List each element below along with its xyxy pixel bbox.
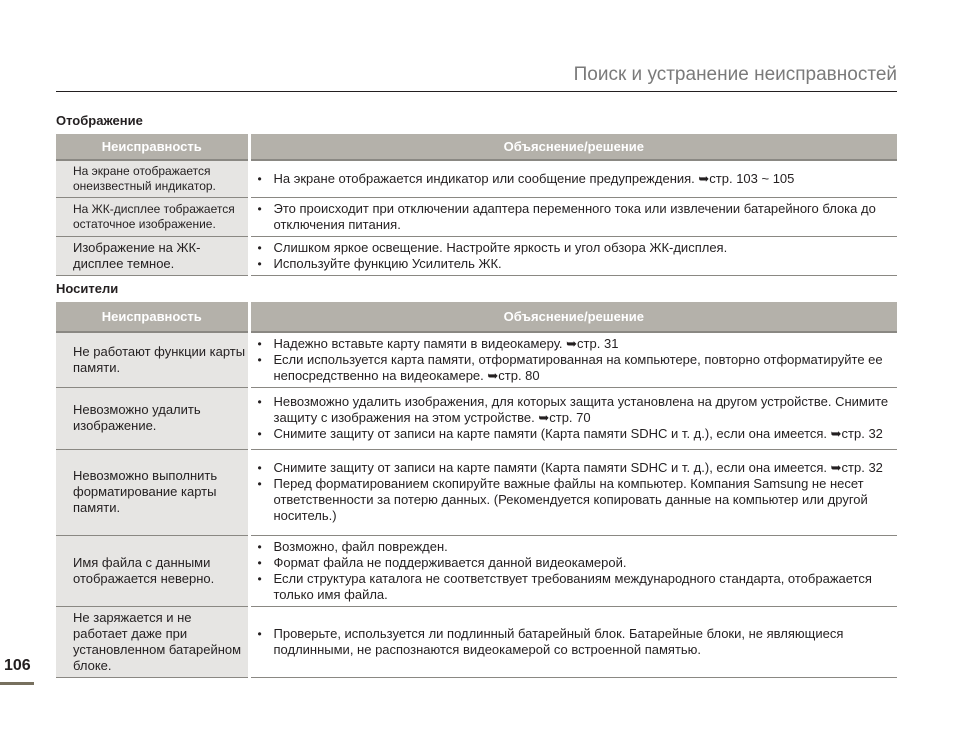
section-heading-display: Отображение — [56, 113, 143, 128]
solution-item: • Это происходит при отключении адаптера переменного тока или извлечении батарейного блока до отключения питания. — [258, 201, 894, 233]
table-row — [56, 606, 897, 677]
solution-item: • Перед форматированием скопируйте важные файлы на компьютер. Компания Samsung не несет ответственности за потерю данных. (Рекомендуется копировать данные на компьютер или другой носитель.) — [258, 476, 894, 524]
display-troubleshooting-table — [56, 134, 897, 276]
table-row — [56, 449, 897, 535]
solution-item: • Проверьте, используется ли подлинный батарейный блок. Батарейные блоки, не являющиеся подлинными, не распознаются видеокамерой со встроенной памятью. — [258, 626, 894, 658]
issue-cell: Имя файла с данными отображается неверно. — [56, 535, 249, 606]
table-row — [56, 236, 897, 275]
column-header-issue: Неисправность — [56, 134, 249, 160]
solution-item: • Невозможно удалить изображения, для которых защита установлена на другом устройстве. Снимите защиту с изображения на этом устройстве. ➥стр. 70 — [258, 394, 894, 426]
column-header-solution: Объяснение/решение — [249, 134, 897, 160]
page-number-bar — [0, 682, 34, 685]
solution-item: • Формат файла не поддерживается данной видеокамерой. — [258, 555, 894, 571]
solution-cell — [249, 387, 897, 449]
page-number: 106 — [4, 657, 31, 674]
issue-cell: Изображение на ЖК-дисплее темное. — [56, 236, 249, 275]
table-header-row — [56, 134, 897, 160]
solution-cell — [249, 236, 897, 275]
solution-item: • На экране отображается индикатор или сообщение предупреждения. ➥стр. 103 ~ 105 — [258, 171, 894, 187]
solution-cell — [249, 606, 897, 677]
table-row — [56, 535, 897, 606]
issue-cell: На экране отображается онеизвестный индикатор. — [56, 160, 249, 197]
column-header-solution: Объяснение/решение — [249, 302, 897, 332]
issue-cell: Невозможно удалить изображение. — [56, 387, 249, 449]
solution-cell — [249, 160, 897, 197]
section-heading-media: Носители — [56, 281, 119, 296]
issue-cell: Невозможно выполнить форматирование карты памяти. — [56, 449, 249, 535]
solution-item: • Возможно, файл поврежден. — [258, 539, 894, 555]
title-divider — [56, 91, 897, 92]
table-row — [56, 197, 897, 236]
issue-cell: Не работают функции карты памяти. — [56, 332, 249, 387]
solution-item: • Если структура каталога не соответствует требованиям международного стандарта, отображается только имя файла. — [258, 571, 894, 603]
table-row — [56, 332, 897, 387]
media-troubleshooting-table — [56, 302, 897, 678]
issue-cell: Не заряжается и не работает даже при установленном батарейном блоке. — [56, 606, 249, 677]
solution-cell — [249, 535, 897, 606]
solution-cell — [249, 332, 897, 387]
solution-item: • Слишком яркое освещение. Настройте яркость и угол обзора ЖК-дисплея. — [258, 240, 894, 256]
solution-item: • Снимите защиту от записи на карте памяти (Карта памяти SDHC и т. д.), если она имеется. ➥стр. 32 — [258, 460, 894, 476]
solution-cell — [249, 449, 897, 535]
table-row — [56, 387, 897, 449]
solution-item: • Если используется карта памяти, отформатированная на компьютере, повторно отформатируйте ее непосредственно на видеокамере. ➥стр. 80 — [258, 352, 894, 384]
issue-cell: На ЖК-дисплее тображается остаточное изображение. — [56, 197, 249, 236]
solution-item: • Используйте функцию Усилитель ЖК. — [258, 256, 894, 272]
table-header-row — [56, 302, 897, 332]
column-header-issue: Неисправность — [56, 302, 249, 332]
table-row — [56, 160, 897, 197]
solution-item: • Надежно вставьте карту памяти в видеокамеру. ➥стр. 31 — [258, 336, 894, 352]
solution-item: • Снимите защиту от записи на карте памяти (Карта памяти SDHC и т. д.), если она имеется. ➥стр. 32 — [258, 426, 894, 442]
page-title: Поиск и устранение неисправностей — [573, 64, 897, 85]
solution-cell — [249, 197, 897, 236]
